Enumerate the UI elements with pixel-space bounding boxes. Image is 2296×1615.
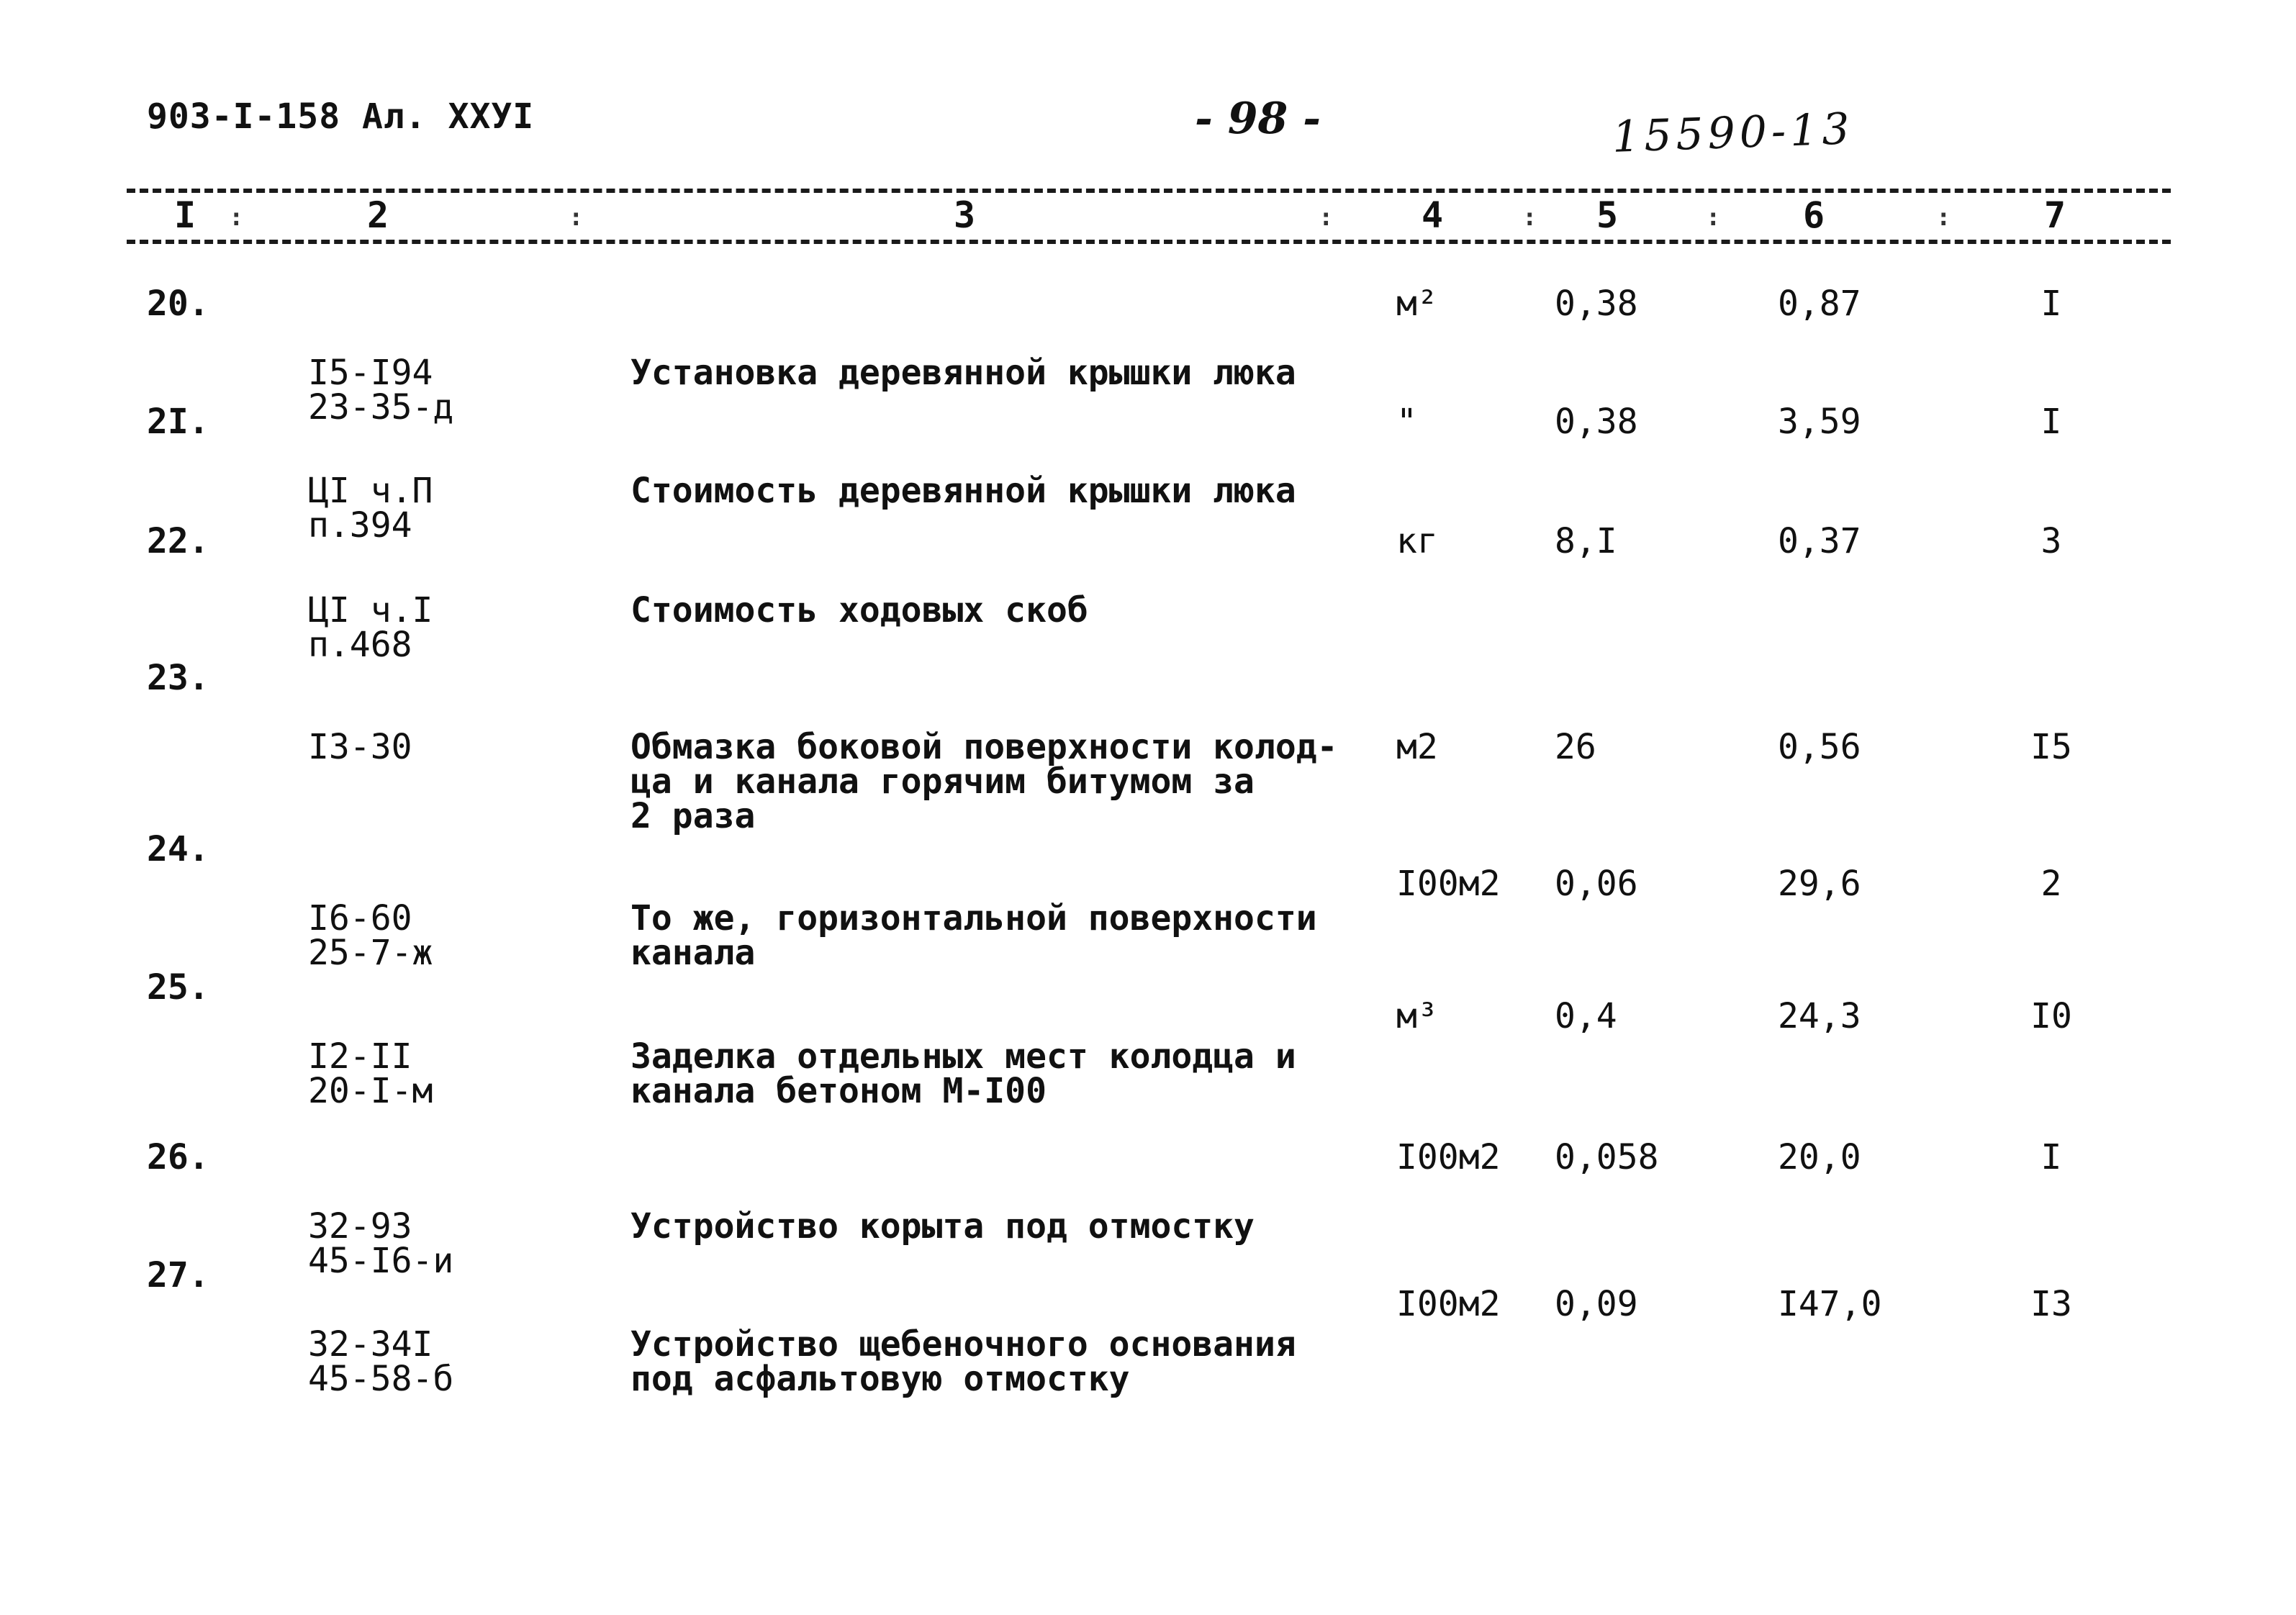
norm-code: I3-30 — [308, 727, 412, 767]
unit-price: 3,59 — [1778, 402, 1861, 442]
quantity: 0,09 — [1555, 1284, 1638, 1324]
column-header-1: I — [174, 194, 196, 236]
column-header-6: 6 — [1803, 194, 1825, 236]
labor-cost: I — [2040, 284, 2062, 324]
quantity: 0,06 — [1555, 864, 1638, 904]
unit-price: I47,0 — [1778, 1284, 1882, 1324]
page-number: - 98 - — [1195, 94, 1321, 144]
norm-code: ЦI ч.I п.468 — [308, 590, 433, 665]
norm-code: ЦI ч.П п.394 — [308, 471, 433, 546]
quantity: 0,38 — [1555, 402, 1638, 442]
column-header-5: 5 — [1596, 194, 1619, 236]
unit-price: 20,0 — [1778, 1137, 1861, 1177]
column-header-3: 3 — [954, 194, 976, 236]
unit: I00м2 — [1396, 1137, 1501, 1177]
column-separator: : — [1936, 203, 1951, 232]
labor-cost: I3 — [2030, 1284, 2072, 1324]
quantity: 0,4 — [1555, 996, 1617, 1036]
unit: кг — [1396, 521, 1438, 561]
quantity: 0,058 — [1555, 1137, 1659, 1177]
work-description: Устройство щебеночного основания под асфальтовую отмостку — [631, 1324, 1296, 1399]
column-header-4: 4 — [1422, 194, 1444, 236]
labor-cost: I — [2040, 1137, 2062, 1177]
column-separator: : — [1319, 203, 1334, 232]
unit: " — [1396, 402, 1417, 442]
norm-code: I2-II 20-I-м — [308, 1036, 433, 1111]
work-description: Заделка отдельных мест колодца и канала бетоном М-I00 — [631, 1036, 1296, 1111]
labor-cost: 3 — [2040, 521, 2062, 561]
unit-price: 0,87 — [1778, 284, 1861, 324]
norm-code: 32-34I 45-58-б — [308, 1324, 454, 1399]
row-number: 26. — [147, 1137, 209, 1177]
labor-cost: 2 — [2040, 864, 2062, 904]
row-number: 2I. — [147, 402, 209, 442]
unit: м2 — [1396, 727, 1438, 767]
unit: I00м2 — [1396, 864, 1501, 904]
table-header-rule — [127, 240, 2171, 244]
unit-price: 29,6 — [1778, 864, 1861, 904]
column-header-2: 2 — [367, 194, 389, 236]
work-description: Стоимость ходовых скоб — [631, 590, 1088, 630]
norm-code: I5-I94 23-35-д — [308, 353, 454, 428]
row-number: 24. — [147, 829, 209, 869]
column-separator: : — [1706, 203, 1721, 232]
work-description: Установка деревянной крышки люка — [631, 353, 1296, 393]
unit-price: 0,56 — [1778, 727, 1861, 767]
table-top-rule — [127, 189, 2171, 193]
unit-price: 24,3 — [1778, 996, 1861, 1036]
unit: м² — [1396, 284, 1438, 324]
labor-cost: I0 — [2030, 996, 2072, 1036]
row-number: 25. — [147, 967, 209, 1008]
row-number: 27. — [147, 1255, 209, 1295]
unit-price: 0,37 — [1778, 521, 1861, 561]
labor-cost: I — [2040, 402, 2062, 442]
document-number: 15590-13 — [1611, 104, 1855, 163]
work-description: То же, горизонтальной поверхности канала — [631, 898, 1317, 973]
norm-code: 32-93 45-I6-и — [308, 1206, 454, 1281]
work-description: Устройство корыта под отмостку — [631, 1206, 1255, 1247]
document-code: 903-I-158 Ал. XXУI — [147, 96, 535, 137]
row-number: 22. — [147, 521, 209, 561]
column-header-7: 7 — [2044, 194, 2066, 236]
column-separator: : — [1522, 203, 1537, 232]
labor-cost: I5 — [2030, 727, 2072, 767]
column-separator: : — [569, 203, 584, 232]
quantity: 8,I — [1555, 521, 1617, 561]
unit: м³ — [1396, 996, 1438, 1036]
norm-code: I6-60 25-7-ж — [308, 898, 433, 973]
column-separator: : — [229, 203, 244, 232]
quantity: 0,38 — [1555, 284, 1638, 324]
work-description: Обмазка боковой поверхности колод- ца и канала горячим битумом за 2 раза — [631, 727, 1338, 836]
work-description: Стоимость деревянной крышки люка — [631, 471, 1296, 511]
unit: I00м2 — [1396, 1284, 1501, 1324]
row-number: 23. — [147, 658, 209, 698]
quantity: 26 — [1555, 727, 1596, 767]
row-number: 20. — [147, 284, 209, 324]
